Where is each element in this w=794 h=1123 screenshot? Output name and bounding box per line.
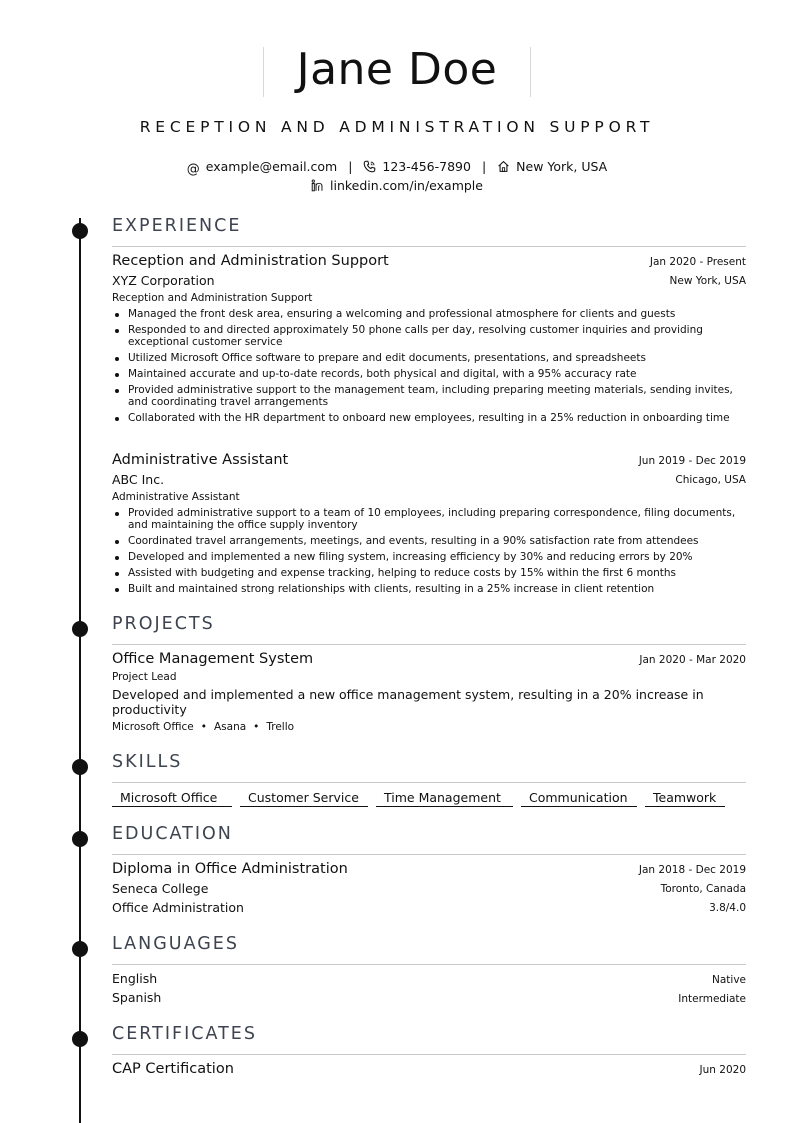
field-of-study: Office Administration xyxy=(112,900,244,915)
experience-entry-1-header xyxy=(112,253,746,269)
linkedin-row xyxy=(0,178,794,195)
skill-tag: Microsoft Office xyxy=(112,790,232,807)
tool-separator: • xyxy=(200,721,207,733)
project-dates: Jan 2020 - Mar 2020 xyxy=(639,654,746,666)
education-field-row xyxy=(112,900,746,915)
experience-entry-2-header xyxy=(112,452,746,468)
location-text: New York, USA xyxy=(516,159,608,174)
school-location: Toronto, Canada xyxy=(660,883,746,895)
degree-title: Diploma in Office Administration xyxy=(112,861,348,877)
skill-tag: Customer Service xyxy=(240,790,368,807)
certificate-name: CAP Certification xyxy=(112,1061,234,1077)
list-item: Provided administrative support to the management team, including preparing meeting materials, sending invites, and coordinating travel arrangements xyxy=(112,384,742,408)
skill-tag: Time Management xyxy=(376,790,513,807)
linkedin-icon xyxy=(311,179,324,195)
list-item: Utilized Microsoft Office software to prepare and edit documents, presentations, and spreadsheets xyxy=(112,352,742,364)
list-item: Built and maintained strong relationships with clients, resulting in a 25% increase in client retention xyxy=(112,583,742,595)
timeline-line xyxy=(79,218,81,1123)
language-level: Intermediate xyxy=(678,993,746,1005)
tool-tag: Asana xyxy=(213,721,247,733)
skill-tag: Teamwork xyxy=(645,790,725,807)
company-name: ABC Inc. xyxy=(112,472,165,487)
language-name: Spanish xyxy=(112,990,162,1005)
job-role: Reception and Administration Support xyxy=(112,292,313,304)
project-role: Project Lead xyxy=(112,671,177,683)
section-divider xyxy=(112,1054,746,1055)
certificate-row xyxy=(112,1061,746,1077)
timeline-dot xyxy=(72,831,88,847)
at-icon: @ xyxy=(186,162,200,177)
contact-separator: | xyxy=(348,159,353,174)
list-item: Developed and implemented a new filing system, increasing efficiency by 30% and reducing errors by 20% xyxy=(112,551,742,563)
section-divider xyxy=(112,782,746,783)
company-name: XYZ Corporation xyxy=(112,273,215,288)
section-divider xyxy=(112,964,746,965)
education-dates: Jan 2018 - Dec 2019 xyxy=(638,864,746,876)
language-name: English xyxy=(112,971,158,986)
section-title-certificates: CERTIFICATES xyxy=(112,1024,257,1044)
timeline-dot xyxy=(72,941,88,957)
job-dates: Jun 2019 - Dec 2019 xyxy=(638,455,746,467)
education-header xyxy=(112,861,746,877)
contact-separator: | xyxy=(481,159,487,174)
timeline-dot xyxy=(72,1031,88,1047)
experience-entry-2-bullets xyxy=(112,507,742,599)
job-location: New York, USA xyxy=(669,275,746,287)
education-school-row xyxy=(112,881,746,896)
section-divider xyxy=(112,246,746,247)
experience-entry-1-role xyxy=(112,292,746,304)
experience-entry-2-company xyxy=(112,472,746,487)
job-location: Chicago, USA xyxy=(675,474,746,486)
list-item: Coordinated travel arrangements, meetings, and events, resulting in a 90% satisfaction rate from attendees xyxy=(112,535,742,547)
job-title: Reception and Administration Support xyxy=(112,253,389,269)
timeline-dot xyxy=(72,223,88,239)
language-level: Native xyxy=(712,974,746,986)
job-dates: Jan 2020 - Present xyxy=(649,256,746,268)
linkedin-link[interactable]: linkedin.com/in/example xyxy=(330,178,483,193)
phone-icon xyxy=(363,160,376,176)
project-title: Office Management System xyxy=(112,651,314,667)
section-divider xyxy=(112,854,746,855)
candidate-name: Jane Doe xyxy=(296,44,498,95)
section-title-education: EDUCATION xyxy=(112,824,233,844)
gpa: 3.8/4.0 xyxy=(709,902,746,914)
timeline-dot xyxy=(72,759,88,775)
email-link[interactable]: example@email.com xyxy=(205,159,338,174)
experience-entry-1-bullets xyxy=(112,308,742,428)
skill-tag: Communication xyxy=(521,790,637,807)
list-item: Assisted with budgeting and expense tracking, helping to reduce costs by 15% within the first 6 months xyxy=(112,567,742,579)
job-role: Administrative Assistant xyxy=(112,491,240,503)
project-description: Developed and implemented a new office management system, resulting in a 20% increase in productivity xyxy=(112,687,704,717)
list-item: Responded to and directed approximately 50 phone calls per day, resolving customer inquiries and providing exceptional customer service xyxy=(112,324,742,348)
tool-separator: • xyxy=(253,721,260,733)
phone-text[interactable]: 123-456-7890 xyxy=(382,159,471,174)
certificate-date: Jun 2020 xyxy=(699,1064,746,1076)
school-name: Seneca College xyxy=(112,881,209,896)
language-row xyxy=(112,990,746,1005)
name-frame xyxy=(263,44,531,97)
home-icon xyxy=(497,160,510,176)
list-item: Managed the front desk area, ensuring a welcoming and professional atmosphere for clients and guests xyxy=(112,308,742,320)
candidate-headline: RECEPTION AND ADMINISTRATION SUPPORT xyxy=(139,118,655,136)
section-title-skills: SKILLS xyxy=(112,752,183,772)
timeline-dot xyxy=(72,621,88,637)
list-item: Provided administrative support to a team of 10 employees, including preparing correspondence, filing documents, and maintaining the office supply inventory xyxy=(112,507,742,531)
section-title-languages: LANGUAGES xyxy=(112,934,239,954)
project-tools xyxy=(112,721,746,733)
project-header xyxy=(112,651,746,667)
tool-tag: Microsoft Office xyxy=(112,721,194,733)
list-item: Collaborated with the HR department to onboard new employees, resulting in a 25% reduction in onboarding time xyxy=(112,412,742,424)
list-item: Maintained accurate and up-to-date records, both physical and digital, with a 95% accuracy rate xyxy=(112,368,742,380)
tool-tag: Trello xyxy=(266,721,295,733)
job-title: Administrative Assistant xyxy=(112,452,289,468)
project-role-row xyxy=(112,671,746,683)
experience-entry-2-role xyxy=(112,491,746,503)
contact-row xyxy=(0,159,794,177)
section-divider xyxy=(112,644,746,645)
experience-entry-1-company xyxy=(112,273,746,288)
language-row xyxy=(112,971,746,986)
section-title-experience: EXPERIENCE xyxy=(112,216,242,236)
section-title-projects: PROJECTS xyxy=(112,614,215,634)
